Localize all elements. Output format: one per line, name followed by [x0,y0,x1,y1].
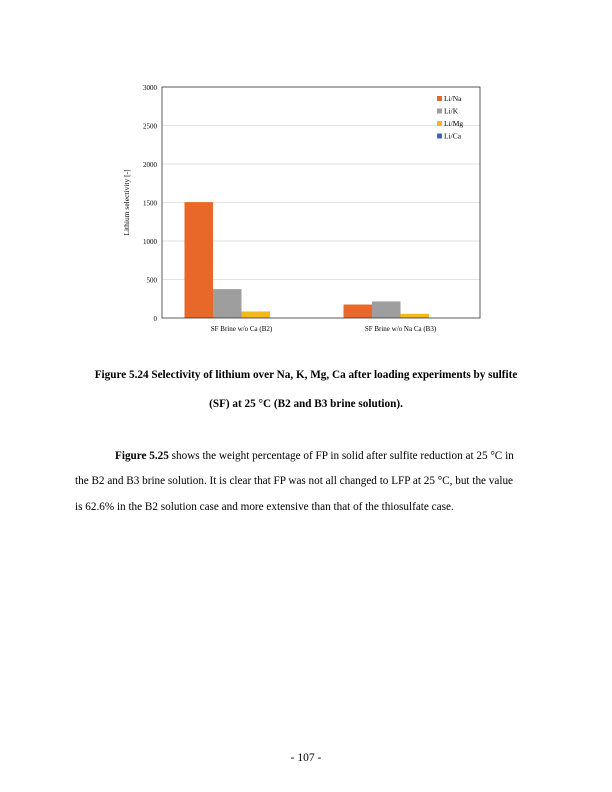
page-number: - 107 - [290,752,322,764]
paragraph-line3: is 62.6% in the B2 solution case and more extensive than that of the thiosulfate case. [75,501,454,513]
y-tick-label: 0 [153,315,157,323]
x-tick-label: SF Brine w/o Ca (B2) [210,325,273,333]
y-tick-label: 2000 [143,161,157,169]
figure-caption-line2: (SF) at 25 °C (B2 and B3 brine solution). [209,398,403,410]
y-tick-label: 500 [146,276,157,285]
y-tick-label: 1000 [143,238,157,246]
x-tick-label: SF Brine w/o Na Ca (B3) [364,325,437,333]
legend-label: Li/Mg [444,119,464,128]
bar-li-k [213,289,242,318]
legend-label: Li/Na [444,94,462,103]
bar-li-mg [242,311,271,318]
bar-li-k [372,301,401,318]
legend-label: Li/K [444,106,459,116]
bar-chart [0,0,612,340]
paragraph-line1 [115,450,555,462]
legend-swatch [437,134,442,139]
bar-li-na [185,202,214,318]
legend-label: Li/Ca [444,131,462,141]
y-axis-label: Lithium selectivity [-] [122,169,131,236]
figure-caption-line1: Figure 5.24 Selectivity of lithium over Na, K, Mg, Ca after loading experiments by sulfite [94,369,518,381]
y-tick-label: 3000 [143,84,157,92]
figure-reference: Figure 5.25 [115,450,169,462]
y-tick-label: 1500 [143,199,157,208]
y-tick-label: 2500 [143,122,157,131]
legend-swatch [437,121,442,126]
bar-li-na [344,305,373,318]
bar-li-mg [401,314,430,318]
legend-swatch [437,109,442,114]
paragraph-text: shows the weight percentage of FP in solid after sulfite reduction at 25 °C in [168,450,514,462]
paragraph-line2: the B2 and B3 brine solution. It is clear that FP was not all changed to LFP at 25 °C, but the value [75,475,514,487]
legend-swatch [437,96,442,101]
